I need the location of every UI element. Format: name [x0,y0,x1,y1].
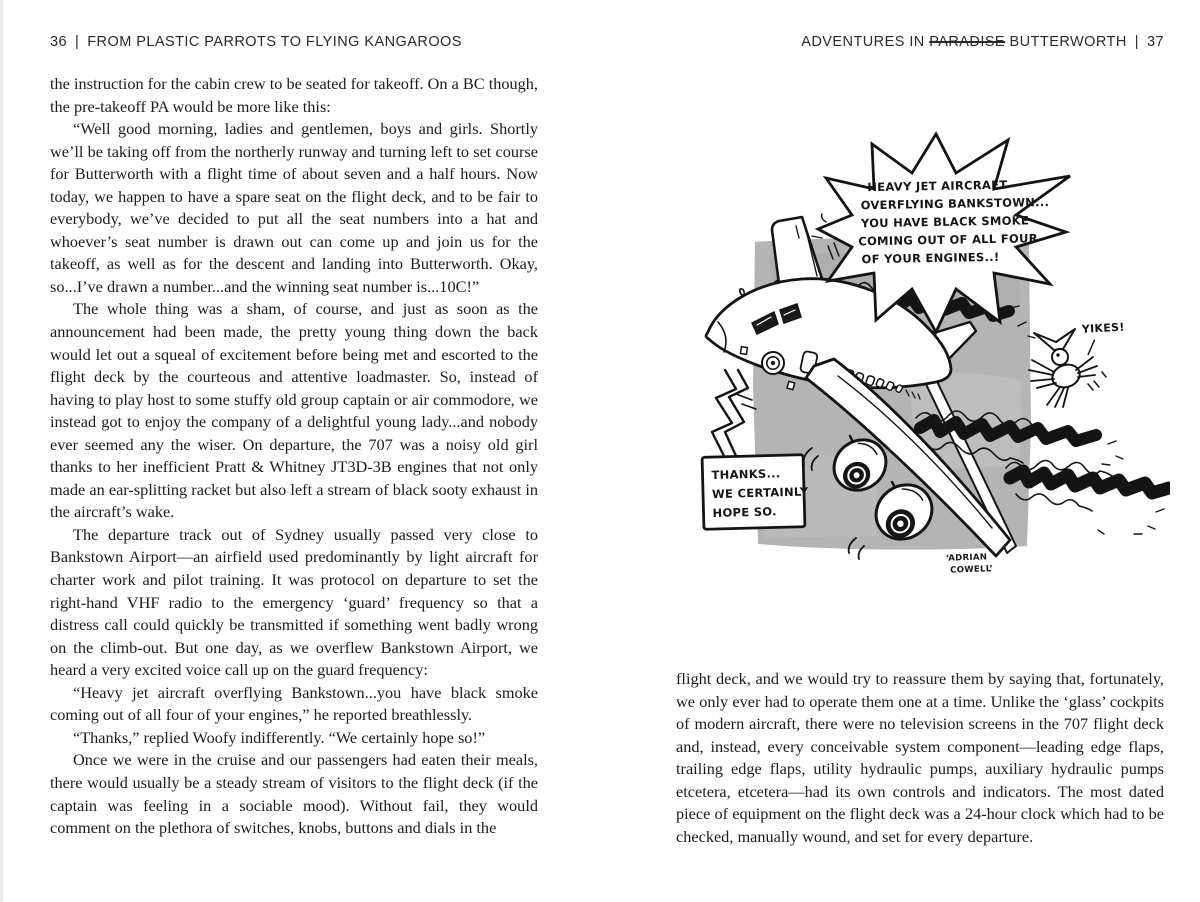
running-head-left [50,34,538,50]
signature-line: ‘ADRIAN [945,552,988,564]
paragraph: the instruction for the cabin crew to be seated for takeoff. On a BC though, the pre-takeoff PA would be more like this: [50,74,538,116]
paragraph: The whole thing was a sham, of course, and just as soon as the announcement had been made, the pretty young thing down the back would let out a squeal of excitement before being met and escorted to the flight deck by the courteous and attentive loadmaster. So, instead of having to play host to some stuffy old group captain or air commodore, we instead got to enjoy the company of a delightful young lady...and nobody ever seemed any the wiser. On departure, the 707 was a noisy old girl thanks to her inefficient Pratt & Whitney JT3D-3B engines that not only made an ear-splitting racket but also left a stream of black sooty exhaust in the aircraft’s wake. [50,299,538,522]
paragraph: The departure track out of Sydney usually passed very close to Bankstown Airport—an airfield used predominantly by light aircraft for charter work and pilot training. It was protocol on departure to set the right-hand VHF radio to the emergency ‘guard’ frequency so that a distress call could quickly be transmitted if something went badly wrong on the climb-out. But one day, as we overflew Bankstown Airport, we heard a very excited voice call up on the guard frequency: [50,524,538,680]
body-text-right [676,668,1164,848]
page-36 [50,0,538,902]
bubble-line: OF YOUR ENGINES..! [861,249,1000,267]
bubble-line: HEAVY JET AIRCRAFT [867,177,1008,195]
running-title: FROM PLASTIC PARROTS TO FLYING KANGAROOS [87,34,462,50]
page-37 [676,0,1164,902]
cartoon-illustration [678,126,1170,588]
page-number: 37 [1146,34,1164,50]
signature-line: COWELL’ [950,564,994,576]
smoke-trail-lower [1006,461,1169,535]
body-text-left [50,73,538,840]
bubble-line: THANKS... [711,466,781,483]
running-head-right [676,34,1164,50]
bubble-line: OVERFLYING BANKSTOWN... [860,194,1050,213]
bubble-line: HOPE SO. [712,504,777,521]
paragraph: “Thanks,” replied Woofy indifferently. “We certainly hope so!” [73,727,486,747]
bubble-line: WE CERTAINLY [711,484,809,502]
yikes-text: YIKES! [1081,320,1125,336]
running-title-suffix: BUTTERWORTH [1009,34,1127,50]
bubble-line: COMING OUT OF ALL FOUR [858,231,1038,249]
bubble-line: YOU HAVE BLACK SMOKE [860,213,1030,231]
page-number: 36 [50,34,68,50]
paragraph: flight deck, and we would try to reassure them by saying that, fortunately, we only ever had to operate them one at a time. Unlike the ‘glass’ cockpits of modern aircraft, there were no television screens in the 707 flight deck and, instead, every conceivable system component—leading edge flaps, trailing edge flaps, utility hydraulic pumps, auxiliary hydraulic pumps etcetera, etcetera—had its own controls and indicators. The most dated piece of equipment on the flight deck was a 24-hour clock which had to be checked, manually wound, and set for every departure. [676,669,1164,846]
running-title-struck-word: PARADISE [929,34,1006,50]
paragraph: Once we were in the cruise and our passengers had eaten their meals, there would usually be a steady stream of visitors to the flight deck (if the captain was feeling in a sociable mood). Without fail, they would comment on the plethora of switches, knobs, buttons and dials in the [50,750,538,838]
artist-signature [946,552,994,576]
paragraph: “Well good morning, ladies and gentlemen, boys and girls. Shortly we’ll be taking off from the northerly runway and turning left to set course for Butterworth with a flight time of about seven and a half hours. Now today, we happen to have a spare seat on the flight deck, and to be fair to everybody, we’ve decided to put all the seat numbers into a hat and whoever’s seat number is drawn out can come up and join us for the takeoff, as well as for the descent and landing into Butterworth. Okay, so...I’ve drawn a number...and the winning seat number is...10C!” [50,119,538,296]
header-separator: | [75,34,80,50]
running-title-prefix: ADVENTURES IN [801,34,925,50]
header-separator: | [1134,34,1139,50]
paragraph: “Heavy jet aircraft overflying Bankstown...you have black smoke coming out of all four of your engines,” he reported breathlessly. [50,682,538,725]
bird-exclamation [1081,321,1126,355]
